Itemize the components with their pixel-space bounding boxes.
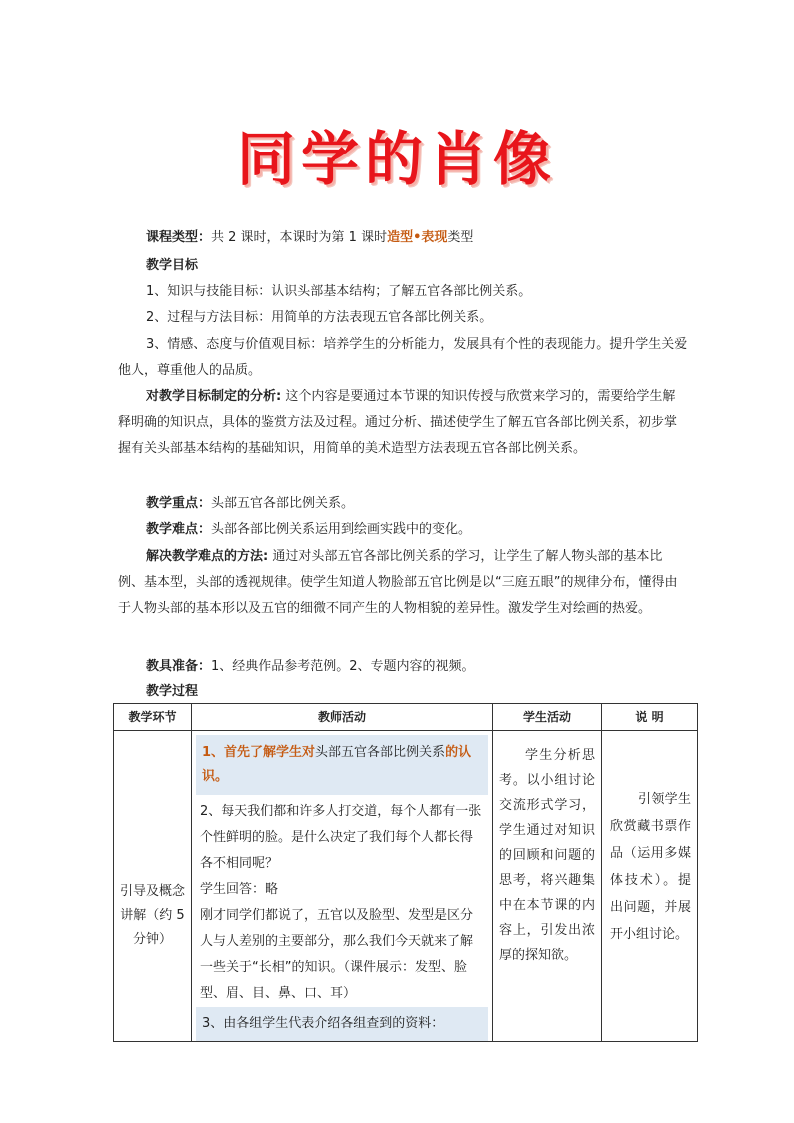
- header-teacher: 教师活动: [192, 704, 493, 731]
- method-label: 解决教学难点的方法:: [146, 549, 269, 564]
- table-header-row: [114, 704, 698, 731]
- tools-line: [118, 657, 688, 677]
- stage-text: 引导及概念讲解（约 5 分钟）: [120, 884, 186, 947]
- analysis-label: 对教学目标制定的分析:: [146, 389, 282, 404]
- course-type-accent: 造型•表现: [387, 230, 448, 245]
- key-point-line: [118, 494, 688, 514]
- course-type-line: [118, 228, 688, 248]
- teacher-cell: [192, 731, 493, 1042]
- student-cell: [493, 731, 602, 1042]
- key-point-text: 头部五官各部比例关系。: [211, 496, 355, 511]
- note-cell: [602, 731, 698, 1042]
- tools-label: 教具准备：: [146, 659, 212, 674]
- goal-item: 2、过程与方法目标：用简单的方法表现五官各部比例关系。: [146, 310, 493, 325]
- tools-text: 1、经典作品参考范例。2、专题内容的视频。: [211, 659, 475, 674]
- student-text: 学生分析思考。以小组讨论交流形式学习，学生通过对知识的回顾和问题的思考，将兴趣集中在本节课的内容上，引发出浓厚的探知欲。: [499, 748, 595, 963]
- goal-item: 1、知识与技能目标：认识头部基本结构；了解五官各部比例关系。: [146, 284, 532, 299]
- analysis-text: 这个内容是要通过本节课的知识传授与欣赏来学习的，需要给学生解释明确的知识点，具体的鉴赏方法及过程。通过分析、描述使学生了解五官各部比例关系，初步掌握有关头部基本结构的基础知识，用简单的美术造型方法表现五官各部比例关系。: [118, 389, 678, 456]
- teacher-p5: 3、由各组学生代表介绍各组查到的资料：: [196, 1007, 488, 1041]
- teacher-hl-prefix: 1、首先了解学生对: [202, 745, 316, 760]
- method-paragraph: [118, 544, 688, 622]
- stage-cell: [114, 731, 192, 1042]
- table-row: [114, 731, 698, 1042]
- course-type-text: 共 2 课时，本课时为第 1 课时: [211, 230, 388, 245]
- teacher-p4: 刚才同学们都说了，五官以及脸型、发型是区分人与人差别的主要部分，那么我们今天就来了解一些关于“长相”的知识。（课件展示：发型、脸型、眉、目、鼻、口、耳）: [200, 908, 474, 1001]
- course-type-suffix: 类型: [447, 230, 474, 245]
- teacher-highlight: [196, 735, 488, 795]
- analysis-paragraph: [118, 384, 688, 462]
- goal-item: 3、情感、态度与价值观目标：培养学生的分析能力，发展具有个性的表现能力。提升学生关爱他人，尊重他人的品质。: [118, 337, 688, 378]
- difficulty-label: 教学难点：: [146, 522, 212, 537]
- method-text: 通过对头部五官各部比例关系的学习，让学生了解人物头部的基本比例、基本型，头部的透视规律。使学生知道人物脸部五官比例是以“三庭五眼”的规律分布，懂得由于人物头部的基本形以及五官的细微不同产生的人物相貌的差异性。激发学生对绘画的热爱。: [118, 549, 678, 616]
- header-note: 说 明: [602, 704, 698, 731]
- difficulty-line: [118, 520, 688, 540]
- teacher-hl-plain: 头部五官各部比例关系: [315, 745, 446, 760]
- key-point-label: 教学重点：: [146, 496, 212, 511]
- difficulty-text: 头部各部比例关系运用到绘画实践中的变化。: [211, 522, 472, 537]
- goals-heading: 教学目标: [146, 258, 199, 273]
- note-text: 引领学生欣赏藏书票作品（运用多媒体技术）。提出问题，并展开小组讨论。: [610, 792, 691, 942]
- teacher-p3: 学生回答：略: [200, 882, 279, 897]
- page-title: 同学的肖像: [236, 125, 557, 193]
- process-table: [113, 703, 698, 1042]
- teacher-hl-suffix: 的认识。: [202, 745, 472, 784]
- header-student: 学生活动: [493, 704, 602, 731]
- header-stage: 教学环节: [114, 704, 192, 731]
- process-heading: 教学过程: [146, 684, 199, 699]
- teacher-p2: 2、每天我们都和许多人打交道，每个人都有一张个性鲜明的脸。是什么决定了我们每个人都长得各不相同呢？: [200, 804, 482, 871]
- course-type-label: 课程类型：: [146, 230, 212, 245]
